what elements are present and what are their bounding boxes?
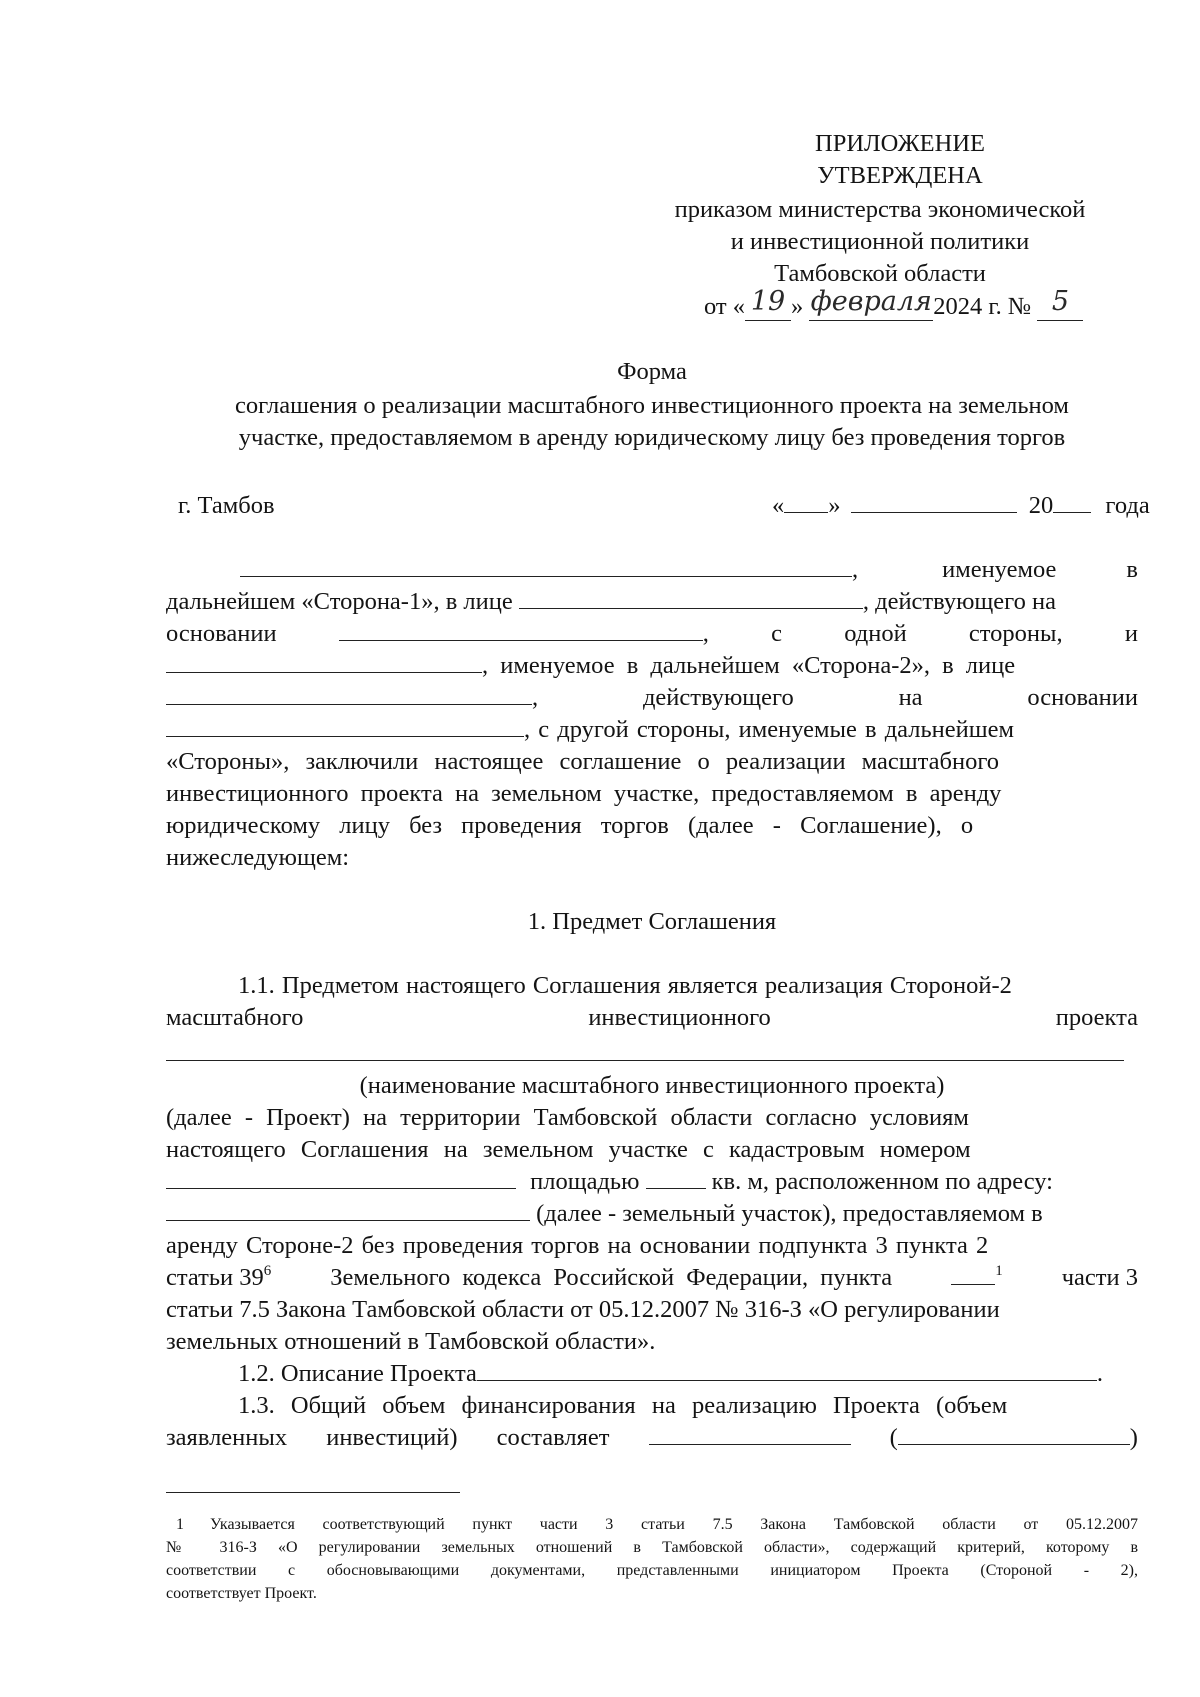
preamble-word-side: стороны,: [968, 620, 1063, 647]
footnote-line-2: № 316-З «О регулировании земельных отношений в Тамбовской области», содержащий критерий, которому в: [166, 1539, 1138, 1556]
preamble-line-10: нижеследующем:: [166, 844, 350, 871]
date-day-handwritten: 19: [750, 286, 786, 317]
clause-1-1-line-5: настоящего Соглашения на земельном участке с кадастровым номером: [166, 1136, 971, 1163]
clause-1-1-line-9: [166, 1262, 1138, 1294]
investment-amount-blank: [649, 1422, 851, 1445]
clause-1-1-line-2: [166, 1002, 1138, 1034]
preamble-word-and: и: [1124, 620, 1138, 647]
project-name-blank: [166, 1060, 1124, 1061]
preamble-word-acting: действующего: [642, 684, 794, 711]
preamble-word-on: на: [898, 684, 923, 711]
clause-1-1-article-39: статьи 39: [166, 1264, 264, 1291]
clause-1-1-line-1: 1.1. Предметом настоящего Соглашения является реализация Стороной-2: [238, 972, 1012, 999]
paren-open: (: [889, 1424, 898, 1451]
area-blank: [646, 1166, 706, 1189]
party2-representative-blank: [166, 682, 532, 705]
preamble-comma-2: ,: [702, 620, 709, 647]
preamble-line-6-text: , с другой стороны, именуемые в дальнейшем: [524, 716, 1015, 743]
preamble-line-4-text: , именуемое в дальнейшем «Сторона-2», в лице: [482, 652, 1016, 679]
date-year: 2024 г. №: [933, 293, 1032, 320]
preamble-word-one: одной: [844, 620, 907, 647]
footnote-number: 1: [176, 1516, 184, 1533]
clause-1-1-line-9-end: части 3: [1061, 1264, 1138, 1291]
signing-day-blank: [784, 490, 828, 513]
clause-1-3-line-1: 1.3. Общий объем финансирования на реализацию Проекта (объем: [238, 1392, 1008, 1419]
preamble-word-basis-2: основании: [1027, 684, 1138, 711]
clause-1-1-line-10: статьи 7.5 Закона Тамбовской области от 05.12.2007 № 316-З «О регулировании: [166, 1296, 1000, 1323]
order-number-field: [1037, 286, 1083, 321]
form-label: Форма: [617, 358, 687, 385]
paren-close: ): [1129, 1424, 1138, 1451]
approval-order-line1: приказом министерства экономической: [674, 196, 1086, 223]
signing-month-blank: [851, 490, 1017, 513]
section-1-heading: 1. Предмет Соглашения: [527, 908, 777, 935]
document-title-line1: соглашения о реализации масштабного инвестиционного проекта на земельном: [235, 392, 1069, 419]
date-prefix: от «: [704, 293, 746, 320]
approved-label: УТВЕРЖДЕНА: [817, 162, 983, 189]
clause-1-3-line-2: [166, 1422, 1138, 1454]
city: г. Тамбов: [178, 492, 275, 519]
footnote-reference: 1: [995, 1263, 1003, 1279]
document-title-line2: участке, предоставляемом в аренду юридическому лицу без проведения торгов: [238, 424, 1066, 451]
clause-1-3-word-investments: инвестиций): [326, 1424, 458, 1451]
preamble-line-5: [166, 682, 1138, 714]
footnote-line-1: Указывается соответствующий пункт части 3 статьи 7.5 Закона Тамбовской области от 05.12.2007: [210, 1516, 1138, 1533]
clause-1-1-line-8: аренду Стороне-2 без проведения торгов на основании подпункта 3 пункта 2: [166, 1232, 989, 1259]
preamble-line-2a: дальнейшем «Сторона-1», в лице: [166, 588, 513, 615]
approval-order-line3: Тамбовской области: [774, 260, 986, 287]
date-month-field: [809, 286, 933, 321]
approval-date-line: [704, 286, 1083, 323]
preamble-comma-3: ,: [532, 684, 539, 711]
footnote-separator: [166, 1492, 460, 1493]
order-number-handwritten: 5: [1051, 286, 1070, 317]
signing-quote-close: »: [828, 492, 841, 519]
footnote-line-3: соответствии с обосновывающими документами, представленными инициатором Проекта (Стороной - 2),: [166, 1562, 1138, 1579]
clause-1-1-line-7-text: (далее - земельный участок), предоставляемом в: [536, 1200, 1043, 1227]
article-superscript: 6: [263, 1263, 272, 1279]
preamble-line-3: [166, 618, 1138, 650]
preamble-line-1: [166, 554, 1138, 586]
clause-1-1-area-label: площадью: [530, 1168, 640, 1195]
signing-year-prefix: 20: [1028, 492, 1054, 519]
preamble-line-2: [166, 586, 1056, 618]
clause-1-2-label: 1.2. Описание Проекта: [238, 1360, 477, 1387]
clause-1-1-word-large-scale: масштабного: [166, 1004, 304, 1031]
project-name-caption: (наименование масштабного инвестиционного проекта): [359, 1072, 945, 1099]
clause-1-1-address-label: кв. м, расположенном по адресу:: [711, 1168, 1053, 1195]
preamble-line-2b: , действующего на: [862, 588, 1056, 615]
clause-1-2: [238, 1358, 1103, 1390]
preamble-word-with: с: [771, 620, 782, 647]
clause-1-1-line-7: [166, 1198, 1043, 1230]
appendix-label: ПРИЛОЖЕНИЕ: [815, 130, 985, 157]
clause-1-3-word-declared: заявленных: [166, 1424, 288, 1451]
party1-basis-blank: [339, 618, 703, 641]
clause-1-2-end: .: [1096, 1360, 1104, 1387]
project-description-blank: [477, 1358, 1097, 1381]
preamble-line-9: юридическому лицу без проведения торгов (далее - Соглашение), о: [166, 812, 974, 839]
party2-name-blank: [166, 650, 482, 673]
clause-1-3-word-amounts: составляет: [496, 1424, 610, 1451]
signing-year-word: года: [1105, 492, 1150, 519]
date-day-field: [745, 286, 791, 321]
investment-amount-words-blank: [898, 1422, 1130, 1445]
cadastral-number-blank: [166, 1166, 516, 1189]
date-mid: »: [791, 293, 804, 320]
preamble-line-6: [166, 714, 1014, 746]
preamble-word-basis: основании: [166, 620, 277, 647]
signing-date-line: [772, 490, 1150, 522]
preamble-comma-1: ,: [852, 556, 859, 583]
clause-1-1-word-project: проекта: [1055, 1004, 1138, 1031]
preamble-line-4: [166, 650, 1015, 682]
approval-order-line2: и инвестиционной политики: [730, 228, 1030, 255]
preamble-word-named: именуемое: [942, 556, 1057, 583]
signing-year-blank: [1053, 490, 1091, 513]
clause-1-1-line-6: [166, 1166, 1053, 1198]
preamble-word-in: в: [1126, 556, 1138, 583]
party1-representative-blank: [519, 586, 863, 609]
footnote-line-4: соответствует Проект.: [166, 1585, 317, 1602]
clause-1-1-line-4: (далее - Проект) на территории Тамбовской области согласно условиям: [166, 1104, 969, 1131]
clause-1-1-line-11: земельных отношений в Тамбовской области».: [166, 1328, 656, 1355]
signing-quote-open: «: [772, 492, 785, 519]
preamble-line-7: «Стороны», заключили настоящее соглашение о реализации масштабного: [166, 748, 1000, 775]
clause-1-1-line-9-mid: Земельного кодекса Российской Федерации, пункта: [330, 1264, 893, 1291]
preamble-line-8: инвестиционного проекта на земельном участке, предоставляемом в аренду: [166, 780, 1002, 807]
party1-name-blank: [240, 554, 852, 577]
law-point-blank: [951, 1262, 995, 1285]
party2-basis-blank: [166, 714, 524, 737]
clause-1-1-word-investment: инвестиционного: [588, 1004, 771, 1031]
address-blank: [166, 1198, 530, 1221]
date-month-handwritten: февраля: [810, 286, 932, 317]
